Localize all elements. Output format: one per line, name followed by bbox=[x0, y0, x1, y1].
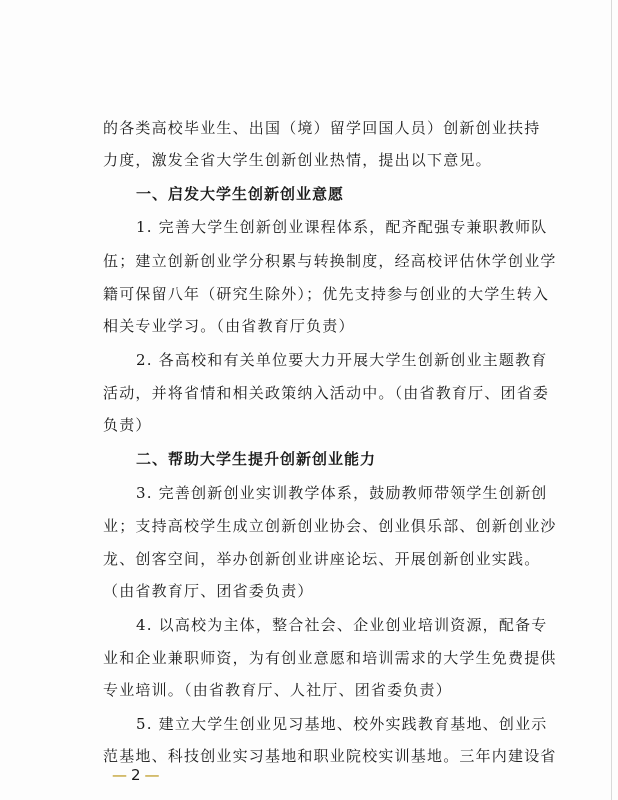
page-number: 2 bbox=[131, 766, 141, 784]
scan-edge-line bbox=[611, 0, 612, 800]
section-heading-1: 一、启发大学生创新创业意愿 bbox=[136, 185, 345, 203]
paragraph-line: 负责） bbox=[103, 416, 152, 434]
paragraph-line: 2. 各高校和有关单位要大力开展大学生创新创业主题教育 bbox=[136, 351, 548, 369]
paragraph-line: 专业培训。（由省教育厅、人社厅、团省委负责） bbox=[103, 681, 452, 699]
paragraph-line: 范基地、科技创业实习基地和职业院校实训基地。三年内建设省 bbox=[103, 747, 557, 765]
section-heading-2: 二、帮助大学生提升创新创业能力 bbox=[136, 450, 377, 468]
paragraph-line: 的各类高校毕业生、出国（境）留学回国人员）创新创业扶持 bbox=[103, 119, 541, 137]
paragraph-line: 1. 完善大学生创新创业课程体系，配齐配强专兼职教师队 bbox=[136, 218, 548, 236]
paragraph-line: 相关专业学习。（由省教育厅负责） bbox=[103, 317, 355, 335]
footer-dash-left: — bbox=[112, 766, 127, 784]
paragraph-line: 伍；建立创新创业学分积累与转换制度，经高校评估休学创业学 bbox=[103, 252, 557, 270]
paragraph-line: 业；支持高校学生成立创新创业协会、创业俱乐部、创新创业沙 bbox=[103, 517, 557, 535]
paragraph-line: 活动，并将省情和相关政策纳入活动中。（由省教育厅、团省委 bbox=[103, 384, 550, 402]
paragraph-line: 籍可保留八年（研究生除外）；优先支持参与创业的大学生转入 bbox=[103, 285, 550, 303]
paragraph-line: 5. 建立大学生创业见习基地、校外实践教育基地、创业示 bbox=[136, 715, 548, 733]
paragraph-line: 业和企业兼职师资，为有创业意愿和培训需求的大学生免费提供 bbox=[103, 649, 557, 667]
footer-dash-right: — bbox=[144, 766, 160, 784]
paragraph-line: 龙、创客空间，举办创新创业讲座论坛、开展创新创业实践。 bbox=[103, 550, 541, 568]
paragraph-line: 力度，激发全省大学生创新创业热情，提出以下意见。 bbox=[103, 151, 492, 169]
page-footer bbox=[112, 766, 160, 784]
paragraph-line: 3. 完善创新创业实训教学体系，鼓励教师带领学生创新创 bbox=[136, 484, 548, 502]
paragraph-line: （由省教育厅、团省委负责） bbox=[103, 582, 314, 600]
paragraph-line: 4. 以高校为主体，整合社会、企业创业培训资源，配备专 bbox=[136, 616, 548, 634]
